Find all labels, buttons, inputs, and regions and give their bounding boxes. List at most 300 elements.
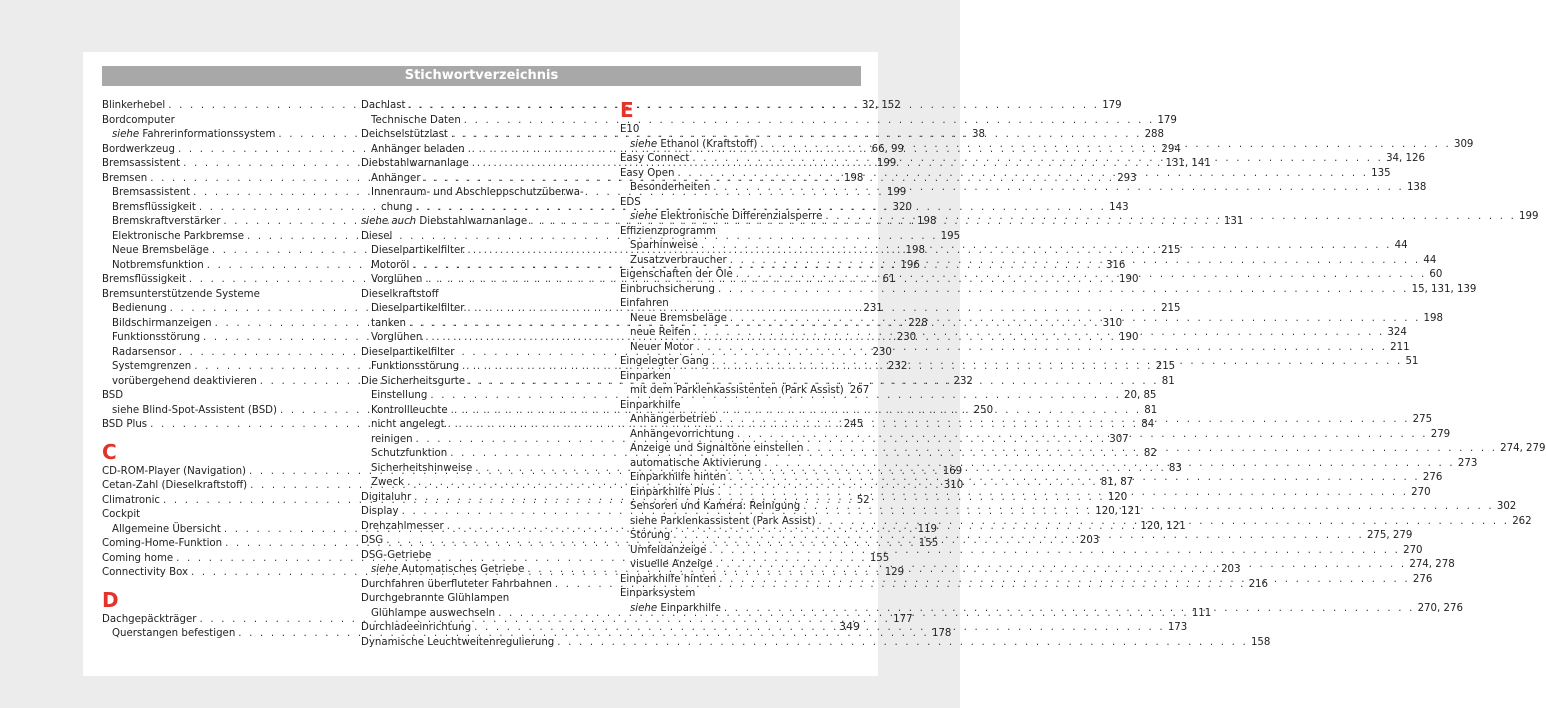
index-label	[361, 578, 552, 593]
dot-leader	[692, 152, 1383, 167]
index-term: Bremsflüssigkeit	[112, 201, 196, 213]
index-label	[630, 602, 721, 617]
index-label	[371, 302, 464, 317]
index-pages: 44	[1423, 254, 1437, 266]
index-label: Dieselpartikelfilter	[361, 346, 455, 358]
index-term: Dieselpartikelfilter	[371, 245, 465, 256]
index-pages: 51	[1405, 356, 1419, 367]
index-pages: 276	[1422, 472, 1443, 483]
index-term: chung	[381, 201, 413, 213]
index-label	[112, 523, 221, 538]
index-heading	[361, 592, 601, 607]
index-label	[630, 471, 726, 486]
dot-leader	[716, 558, 1407, 573]
index-pages: 111	[1191, 607, 1212, 619]
index-label	[620, 268, 733, 283]
index-label	[112, 128, 275, 143]
index-pages: 120	[1107, 491, 1128, 503]
index-label: Cockpit	[102, 509, 141, 520]
index-pages: 155	[869, 552, 890, 564]
index-label	[371, 172, 421, 187]
index-label	[371, 476, 404, 491]
index-label	[371, 462, 472, 477]
index-term: Display	[361, 506, 399, 517]
index-term: Motoröl	[371, 259, 410, 271]
index-term: Technische Daten	[371, 114, 461, 126]
index-pages: 66, 99	[871, 143, 905, 155]
see-reference: siehe	[630, 138, 658, 150]
index-label	[630, 442, 803, 457]
index-term: DSG	[361, 535, 384, 546]
index-pages: 190	[1119, 332, 1139, 343]
index-pages: 232	[887, 361, 908, 372]
index-term: Allgemeine Übersicht	[112, 523, 221, 535]
index-heading	[620, 123, 860, 138]
index-term: Dachgepäckträger	[102, 613, 197, 625]
index-label	[630, 181, 710, 196]
index-pages: 279	[1430, 428, 1451, 440]
index-label	[361, 128, 448, 143]
index-label	[112, 375, 257, 390]
index-term: Einstellung	[371, 390, 428, 401]
index-heading	[620, 399, 860, 414]
index-pages: 173	[1167, 622, 1188, 633]
index-term: Glühlampe auswechseln	[371, 607, 496, 619]
index-term: Eigenschaften der Öle	[620, 269, 733, 280]
index-pages: 143	[1109, 201, 1129, 213]
index-label	[371, 607, 495, 622]
index-label	[102, 418, 147, 433]
index-pages: 15, 131, 139	[1411, 283, 1477, 295]
see-reference: siehe auch	[361, 216, 417, 227]
index-term: Cetan-Zahl (Dieselkraftstoff)	[102, 480, 248, 491]
index-pages: 81	[1144, 404, 1158, 416]
index-label: Innenraum- und Abschleppschutzüberwa-	[371, 187, 584, 198]
index-pages: 216	[1248, 578, 1269, 590]
index-pages: 198	[843, 172, 864, 184]
index-label	[371, 259, 409, 274]
index-term: BSD Plus	[102, 419, 148, 430]
index-pages: 203	[1079, 535, 1100, 546]
index-label: BSD	[102, 390, 124, 401]
index-heading	[361, 288, 601, 303]
index-term: Vorglühen	[371, 332, 423, 343]
index-heading	[620, 196, 860, 211]
index-label	[112, 331, 200, 346]
dot-leader	[729, 471, 1420, 486]
index-term: Sparhinweise	[630, 240, 698, 251]
index-label: DSG-Getriebe	[361, 549, 432, 561]
dot-leader	[717, 486, 1408, 501]
index-term: Bedienung	[112, 303, 167, 314]
index-term: Schutzfunktion	[371, 448, 448, 459]
index-term: Bildschirmanzeigen	[112, 317, 212, 329]
index-pages: 81, 87	[1100, 477, 1134, 488]
index-label: Effizienzprogramm	[620, 225, 716, 237]
index-entry	[361, 114, 1177, 129]
index-label	[630, 428, 734, 443]
index-label	[361, 534, 383, 549]
index-term: Connectivity Box	[102, 567, 189, 578]
index-label	[112, 244, 209, 259]
index-label	[102, 172, 147, 187]
index-label	[112, 201, 196, 216]
index-term: Bremsflüssigkeit	[102, 274, 186, 285]
index-pages: 203	[1221, 564, 1241, 575]
index-term: Bordwerkzeug	[102, 143, 175, 155]
index-term: Durchfahren überfluteter Fahrbahnen	[361, 578, 552, 590]
index-label	[361, 505, 399, 520]
index-label	[102, 273, 186, 288]
index-label	[620, 152, 689, 167]
index-term: Drehzahlmesser	[361, 520, 444, 532]
index-label	[620, 355, 709, 370]
index-term: Fahrerinformationssystem	[142, 129, 276, 140]
index-label	[371, 114, 461, 129]
dot-leader	[701, 239, 1392, 254]
index-label	[630, 384, 844, 399]
dot-leader	[557, 636, 1248, 651]
index-entry	[361, 636, 1271, 651]
index-pages: 20, 85	[1124, 390, 1157, 401]
index-label	[371, 447, 447, 462]
index-pages: 215	[1161, 303, 1181, 314]
index-label	[371, 563, 524, 578]
index-term: Coming home	[102, 552, 174, 564]
index-pages: 131, 141	[1165, 158, 1211, 169]
dot-leader	[713, 181, 1404, 196]
index-label: Einparksystem	[620, 588, 696, 599]
index-letter: C	[102, 439, 117, 464]
index-pages: 131	[1223, 216, 1244, 227]
index-pages: 276	[1412, 573, 1433, 585]
section-header: Stichwortverzeichnis	[102, 66, 861, 86]
index-label	[112, 230, 244, 245]
index-label	[371, 418, 445, 433]
index-label	[112, 186, 190, 201]
index-term: Radarsensor	[112, 346, 176, 358]
index-label	[361, 520, 444, 535]
dot-leader	[677, 167, 1368, 182]
index-pages: 270	[1411, 486, 1431, 498]
index-heading	[102, 288, 352, 303]
dot-leader	[819, 515, 1510, 530]
index-term: Anhänger beladen	[371, 143, 465, 155]
index-pages: 199	[886, 187, 907, 198]
index-term: Anhängevorrichtung	[630, 428, 735, 440]
index-label: Dieselkraftstoff	[361, 288, 439, 300]
index-term: nicht angelegt	[371, 419, 445, 430]
index-pages: 199	[1519, 211, 1539, 222]
index-term: Coming-Home-Funktion	[102, 538, 223, 549]
index-pages: 211	[1390, 341, 1410, 353]
index-pages: 270, 276	[1417, 602, 1463, 614]
index-label	[102, 494, 160, 509]
index-term: Climatronic	[102, 494, 161, 506]
index-pages: 275, 279	[1366, 530, 1413, 541]
index-term: Neue Bremsbeläge	[112, 245, 209, 256]
index-label	[620, 283, 715, 298]
index-term: Zweck	[371, 477, 405, 488]
index-pages: 177	[893, 613, 913, 625]
index-term: Blinkerhebel	[102, 100, 166, 111]
index-term: Elektronische Differenzialsperre	[660, 211, 823, 222]
index-term: Anzeige und Signaltöne einstellen	[630, 443, 804, 454]
index-pages: 198	[1423, 312, 1443, 324]
index-label	[102, 99, 165, 114]
index-pages: 195	[940, 230, 961, 242]
index-term: siehe Parklenkassistent (Park Assist)	[630, 515, 816, 527]
index-label	[112, 346, 176, 361]
index-label	[371, 273, 422, 288]
index-pages: 120, 121	[1095, 506, 1141, 517]
dot-leader	[724, 602, 1415, 617]
see-reference: siehe	[630, 602, 658, 614]
index-term: CD-ROM-Player (Navigation)	[102, 465, 247, 477]
index-pages: 230	[872, 346, 892, 358]
index-term: reinigen	[371, 433, 413, 445]
index-label	[620, 573, 716, 588]
index-label	[630, 529, 670, 544]
index-pages: 275	[1412, 414, 1433, 425]
index-term: Elektronische Parkbremse	[112, 230, 244, 242]
index-term: mit dem Parklenkassistenten (Park Assist)	[630, 385, 844, 396]
index-heading	[102, 114, 352, 129]
index-heading	[361, 230, 601, 245]
index-label	[630, 544, 706, 559]
index-term: Funktionsstörung	[371, 361, 460, 372]
index-label	[102, 479, 247, 494]
index-label	[102, 566, 188, 581]
index-pages: 274, 278	[1409, 559, 1455, 570]
index-heading	[102, 389, 352, 404]
index-label	[102, 157, 180, 172]
index-label	[361, 99, 406, 114]
see-reference: siehe	[371, 564, 399, 575]
index-letter: E	[620, 98, 634, 122]
index-label: Einfahren	[620, 298, 669, 309]
index-pages: 158	[1250, 636, 1271, 648]
dot-leader	[712, 355, 1403, 370]
index-pages: 309	[1453, 138, 1474, 150]
index-pages: 60	[1429, 269, 1443, 280]
dot-leader	[719, 573, 1410, 588]
index-term: Deichselstützlast	[361, 129, 448, 140]
index-term: Neue Bremsbeläge	[630, 312, 727, 324]
dot-leader	[764, 457, 1455, 472]
index-heading	[620, 370, 860, 385]
index-pages: 34, 126	[1386, 153, 1425, 164]
index-term: Anhänger	[371, 172, 421, 184]
index-label	[630, 457, 761, 472]
index-term: Kontrollleuchte	[371, 404, 448, 416]
index-label	[630, 239, 698, 254]
index-term: Bremskraftverstärker	[112, 216, 221, 227]
index-label	[112, 317, 212, 332]
index-label	[630, 254, 727, 269]
index-term: Besonderheiten	[630, 182, 711, 193]
index-term: Easy Open	[620, 167, 675, 179]
dot-leader	[696, 341, 1387, 356]
index-label	[630, 326, 691, 341]
index-term: Bremsassistent	[102, 158, 181, 169]
index-pages: 198	[917, 216, 937, 227]
index-term: Bremsen	[102, 172, 148, 184]
index-term: Anhängerbetrieb	[630, 414, 716, 425]
index-pages: 178	[931, 628, 952, 639]
index-term: Eingelegter Gang	[620, 356, 709, 367]
index-label	[371, 143, 465, 158]
index-pages: 199	[876, 158, 897, 169]
index-pages: 52	[856, 494, 870, 506]
index-label	[620, 167, 674, 182]
index-pages: 310	[943, 480, 964, 491]
index-label: Durchgebrannte Glühlampen	[361, 593, 510, 604]
index-term: Automatisches Getriebe	[401, 564, 525, 575]
index-pages: 198	[905, 245, 925, 256]
index-pages: 82	[1143, 448, 1157, 459]
index-label	[112, 215, 220, 230]
index-heading	[361, 346, 601, 361]
index-term: Diebstahlwarnanlage	[361, 158, 469, 169]
index-term: Einparkhilfe hinten	[620, 573, 717, 585]
index-term: Dachlast	[361, 100, 406, 111]
index-pages: 179	[1157, 114, 1177, 126]
index-term: Die Sicherheitsgurte	[361, 375, 466, 387]
dot-leader	[694, 326, 1385, 341]
index-pages: 129	[884, 567, 905, 578]
index-pages: 44	[1394, 240, 1408, 251]
index-term: Easy Connect	[620, 153, 690, 164]
index-pages: 230	[896, 332, 917, 343]
see-reference: siehe	[112, 129, 140, 140]
index-pages: 245	[843, 419, 864, 430]
index-pages: 320	[892, 201, 912, 213]
index-pages: 32, 152	[861, 100, 901, 111]
dot-leader	[730, 254, 1421, 269]
index-pages: 294	[1161, 143, 1181, 155]
index-pages: 310	[1102, 317, 1123, 329]
index-term: Störung	[630, 530, 671, 541]
index-pages: 215	[1161, 245, 1181, 256]
index-label: Einparkhilfe	[620, 399, 681, 411]
index-pages: 274, 279	[1500, 443, 1546, 454]
index-pages: 232	[953, 375, 973, 387]
index-term: vorübergehend deaktivieren	[112, 375, 257, 387]
index-label	[630, 138, 757, 153]
index-term: Zusatzverbraucher	[630, 254, 727, 266]
index-pages: 83	[1168, 462, 1182, 474]
index-pages: 120, 121	[1140, 520, 1186, 532]
index-heading	[102, 508, 352, 523]
index-label	[112, 302, 167, 317]
index-label	[361, 375, 465, 390]
index-pages: 293	[1117, 172, 1137, 184]
index-term: Vorglühen	[371, 274, 423, 285]
dot-leader	[803, 500, 1494, 515]
index-pages: 288	[1144, 129, 1165, 140]
index-label	[630, 515, 816, 530]
index-label: Bordcomputer	[102, 114, 175, 126]
dot-leader	[737, 428, 1428, 443]
index-term: Querstangen befestigen	[112, 628, 236, 639]
index-term: neue Reifen	[630, 327, 691, 338]
index-label	[371, 389, 427, 404]
index-term: Einparkhilfe Plus	[630, 486, 715, 498]
index-label: Bremsunterstützende Systeme	[102, 288, 260, 300]
index-label	[630, 500, 800, 515]
index-label: Einparken	[620, 370, 671, 382]
dot-leader	[825, 210, 1516, 225]
index-label	[112, 360, 191, 375]
index-pages: 119	[917, 523, 938, 535]
index-pages: 316	[1105, 259, 1126, 271]
index-label	[361, 157, 469, 172]
index-pages: 262	[1512, 515, 1532, 527]
dot-leader	[673, 529, 1364, 544]
dot-leader	[806, 442, 1497, 457]
index-label	[371, 244, 464, 259]
index-term: Bremsassistent	[112, 187, 191, 198]
index-label	[630, 312, 727, 327]
index-pages: 135	[1371, 167, 1391, 179]
index-heading	[620, 297, 860, 312]
index-pages: 324	[1387, 327, 1407, 338]
index-pages: 84	[1141, 419, 1155, 430]
dot-leader	[730, 312, 1421, 327]
index-label	[381, 201, 412, 216]
index-label	[371, 317, 406, 332]
index-pages: 155	[918, 538, 939, 549]
index-term: automatische Aktivierung	[630, 457, 762, 469]
index-letter: D	[102, 587, 119, 612]
index-pages: 81	[1161, 375, 1175, 387]
index-term: Neuer Motor	[630, 341, 694, 353]
index-term: Umfeldanzeige	[630, 544, 707, 556]
index-entry	[620, 384, 870, 399]
index-label: EDS	[620, 196, 641, 208]
index-term: Einbruchsicherung	[620, 283, 715, 295]
index-label: E10	[620, 124, 640, 135]
index-pages: 250	[973, 404, 994, 416]
index-pages: 270	[1403, 544, 1423, 556]
dot-leader	[760, 138, 1451, 153]
dot-leader	[709, 544, 1400, 559]
index-term: tanken	[371, 317, 406, 329]
index-pages: 215	[1155, 361, 1176, 372]
index-pages: 228	[908, 317, 928, 329]
index-label	[102, 613, 196, 628]
index-label	[112, 259, 204, 274]
index-label	[371, 404, 448, 419]
index-pages: 267	[849, 385, 870, 396]
see-reference: siehe	[630, 211, 658, 222]
dot-leader	[736, 268, 1427, 283]
index-term: Sicherheitshinweise	[371, 462, 473, 474]
index-term: Sensoren und Kamera: Reinigung	[630, 501, 801, 512]
index-label	[102, 465, 246, 480]
index-label	[371, 360, 459, 375]
index-pages: 190	[1119, 274, 1139, 285]
index-term: Einparkhilfe hinten	[630, 472, 727, 483]
index-term: Digitaluhr	[361, 491, 412, 503]
index-term: Notbremsfunktion	[112, 259, 204, 271]
index-term: Ethanol (Kraftstoff)	[660, 138, 758, 150]
index-label	[630, 486, 714, 501]
index-label	[630, 558, 713, 573]
index-label	[102, 552, 173, 567]
dot-leader	[719, 413, 1410, 428]
